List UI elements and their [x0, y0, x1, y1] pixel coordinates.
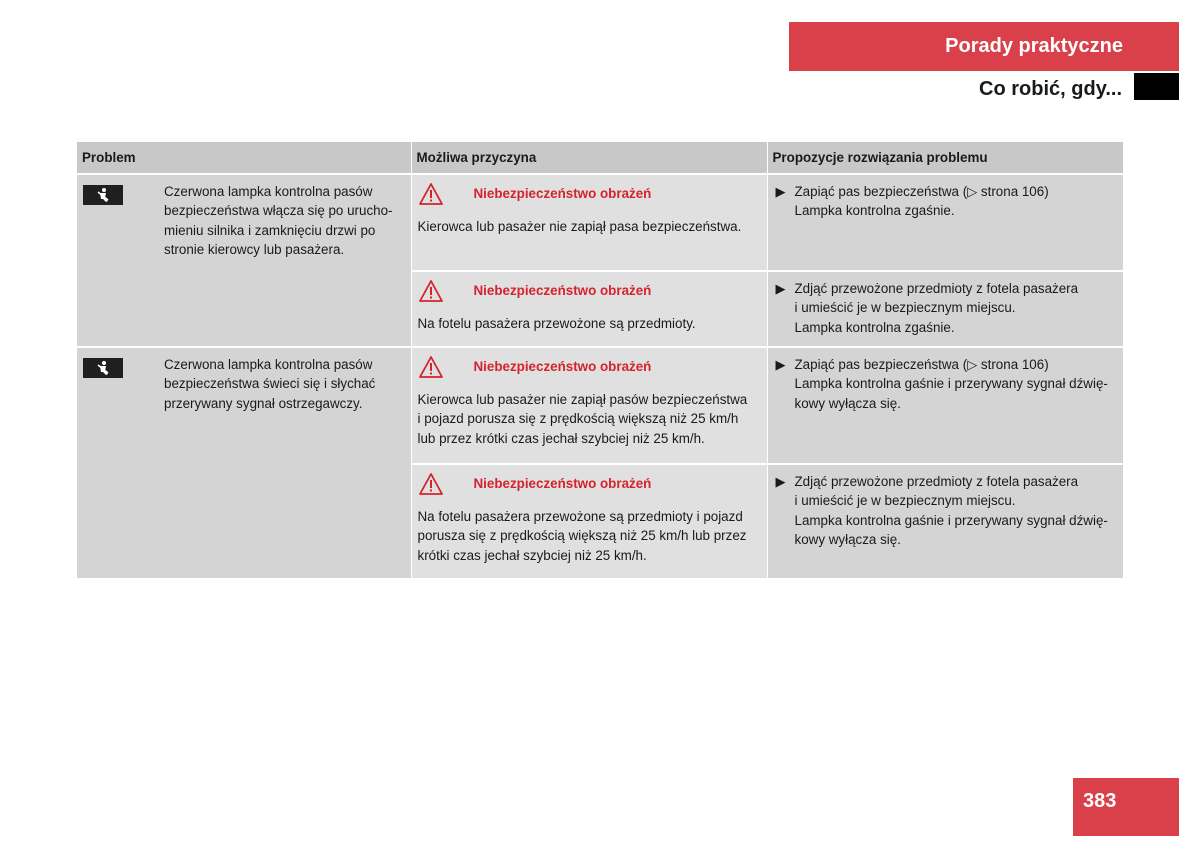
solution-line: kowy wyłącza się.	[794, 532, 901, 548]
cause-line: krótki czas jechał szybciej niż 25 km/h.	[417, 547, 647, 563]
section-banner	[789, 22, 1179, 71]
bullet-arrow-icon: ▶	[775, 281, 786, 296]
warning-label: Niebezpieczeństwo obrażeń	[473, 283, 652, 299]
solution-cell	[767, 271, 1123, 347]
thumb-tab-marker	[1134, 73, 1179, 100]
header-cause: Możliwa przyczyna	[411, 142, 767, 174]
cause-line: Kierowca lub pasażer nie zapiął pasów bezpieczeństwa	[417, 392, 748, 407]
cause-line: lub przez krótki czas jechał szybciej niż 25 km/h.	[417, 430, 705, 446]
solution-cell	[767, 347, 1123, 464]
warning-label: Niebezpieczeństwo obrażeń	[473, 186, 652, 202]
solution-line: Lampka kontrolna zgaśnie.	[794, 319, 955, 335]
page-reference[interactable]: strona 106)	[980, 357, 1049, 372]
seatbelt-warning-icon	[83, 185, 123, 205]
cause-line: porusza się z prędkością większą niż 25 km/h lub przez	[417, 528, 747, 544]
bullet-arrow-icon: ▶	[775, 474, 786, 489]
warning-triangle-icon	[418, 279, 444, 303]
warning-triangle-icon	[418, 182, 444, 206]
problem-cell	[77, 347, 411, 578]
solution-line: kowy wyłącza się.	[794, 395, 901, 411]
problem-line: mieniu silnika i zamknięciu drzwi po	[164, 222, 376, 238]
page-reference[interactable]: strona 106)	[980, 184, 1049, 199]
page-number: 383	[1073, 778, 1179, 836]
page-subtitle: Co robić, gdy...	[979, 77, 1122, 100]
seatbelt-warning-icon	[83, 358, 123, 378]
bullet-arrow-icon: ▶	[775, 184, 786, 199]
table-row	[77, 347, 1123, 464]
problem-cell	[77, 174, 411, 347]
warning-label: Niebezpieczeństwo obrażeń	[473, 476, 652, 492]
solution-line: Lampka kontrolna gaśnie i przerywany sygnał dźwię-	[794, 512, 1108, 528]
problem-line: bezpieczeństwa świeci się i słychać	[164, 376, 376, 392]
problem-line: Czerwona lampka kontrolna pasów	[164, 357, 373, 372]
cause-line: i pojazd porusza się z prędkością większą niż 25 km/h	[417, 411, 739, 427]
bullet-arrow-icon: ▶	[775, 357, 786, 372]
table-row	[77, 174, 1123, 271]
warning-triangle-icon	[418, 472, 444, 496]
header-solution: Propozycje rozwiązania problemu	[767, 142, 1123, 174]
solution-cell	[767, 174, 1123, 271]
warning-heading	[418, 354, 761, 380]
cause-line: Na fotelu pasażera przewożone są przedmioty i pojazd	[417, 509, 743, 524]
problem-line: bezpieczeństwa włącza się po urucho-	[164, 203, 393, 219]
cause-line: Na fotelu pasażera przewożone są przedmioty.	[417, 316, 696, 331]
solution-line: Lampka kontrolna gaśnie i przerywany sygnał dźwię-	[794, 376, 1108, 392]
problem-text	[164, 355, 405, 413]
solution-line: Zapiąć pas bezpieczeństwa (	[794, 357, 968, 372]
table-header-row	[77, 142, 1123, 174]
problem-text	[164, 182, 405, 260]
problem-line: stronie kierowcy lub pasażera.	[164, 242, 345, 258]
solution-cell	[767, 464, 1123, 578]
cause-cell	[411, 347, 767, 464]
cause-cell	[411, 464, 767, 578]
warning-heading	[418, 181, 761, 207]
cause-line: Kierowca lub pasażer nie zapiął pasa bezpieczeństwa.	[417, 219, 742, 234]
problem-line: przerywany sygnał ostrzegawczy.	[164, 395, 363, 411]
page-reference-icon: ▷	[967, 184, 978, 199]
warning-triangle-icon	[418, 355, 444, 379]
problem-line: Czerwona lampka kontrolna pasów	[164, 184, 373, 199]
section-title: Porady praktyczne	[945, 35, 1123, 57]
solution-line: Zdjąć przewożone przedmioty z fotela pasażera	[794, 281, 1079, 296]
cause-cell	[411, 174, 767, 271]
troubleshooting-table	[77, 142, 1124, 578]
cause-cell	[411, 271, 767, 347]
warning-heading	[418, 278, 761, 304]
warning-label: Niebezpieczeństwo obrażeń	[473, 359, 652, 375]
solution-line: Zdjąć przewożone przedmioty z fotela pasażera	[794, 474, 1079, 489]
warning-heading	[418, 471, 761, 497]
solution-line: i umieścić je w bezpiecznym miejscu.	[794, 300, 1016, 316]
solution-line: i umieścić je w bezpiecznym miejscu.	[794, 493, 1016, 509]
solution-line: Zapiąć pas bezpieczeństwa (	[794, 184, 968, 199]
header-problem: Problem	[77, 142, 411, 174]
solution-line: Lampka kontrolna zgaśnie.	[794, 203, 955, 219]
page-reference-icon: ▷	[967, 357, 978, 372]
